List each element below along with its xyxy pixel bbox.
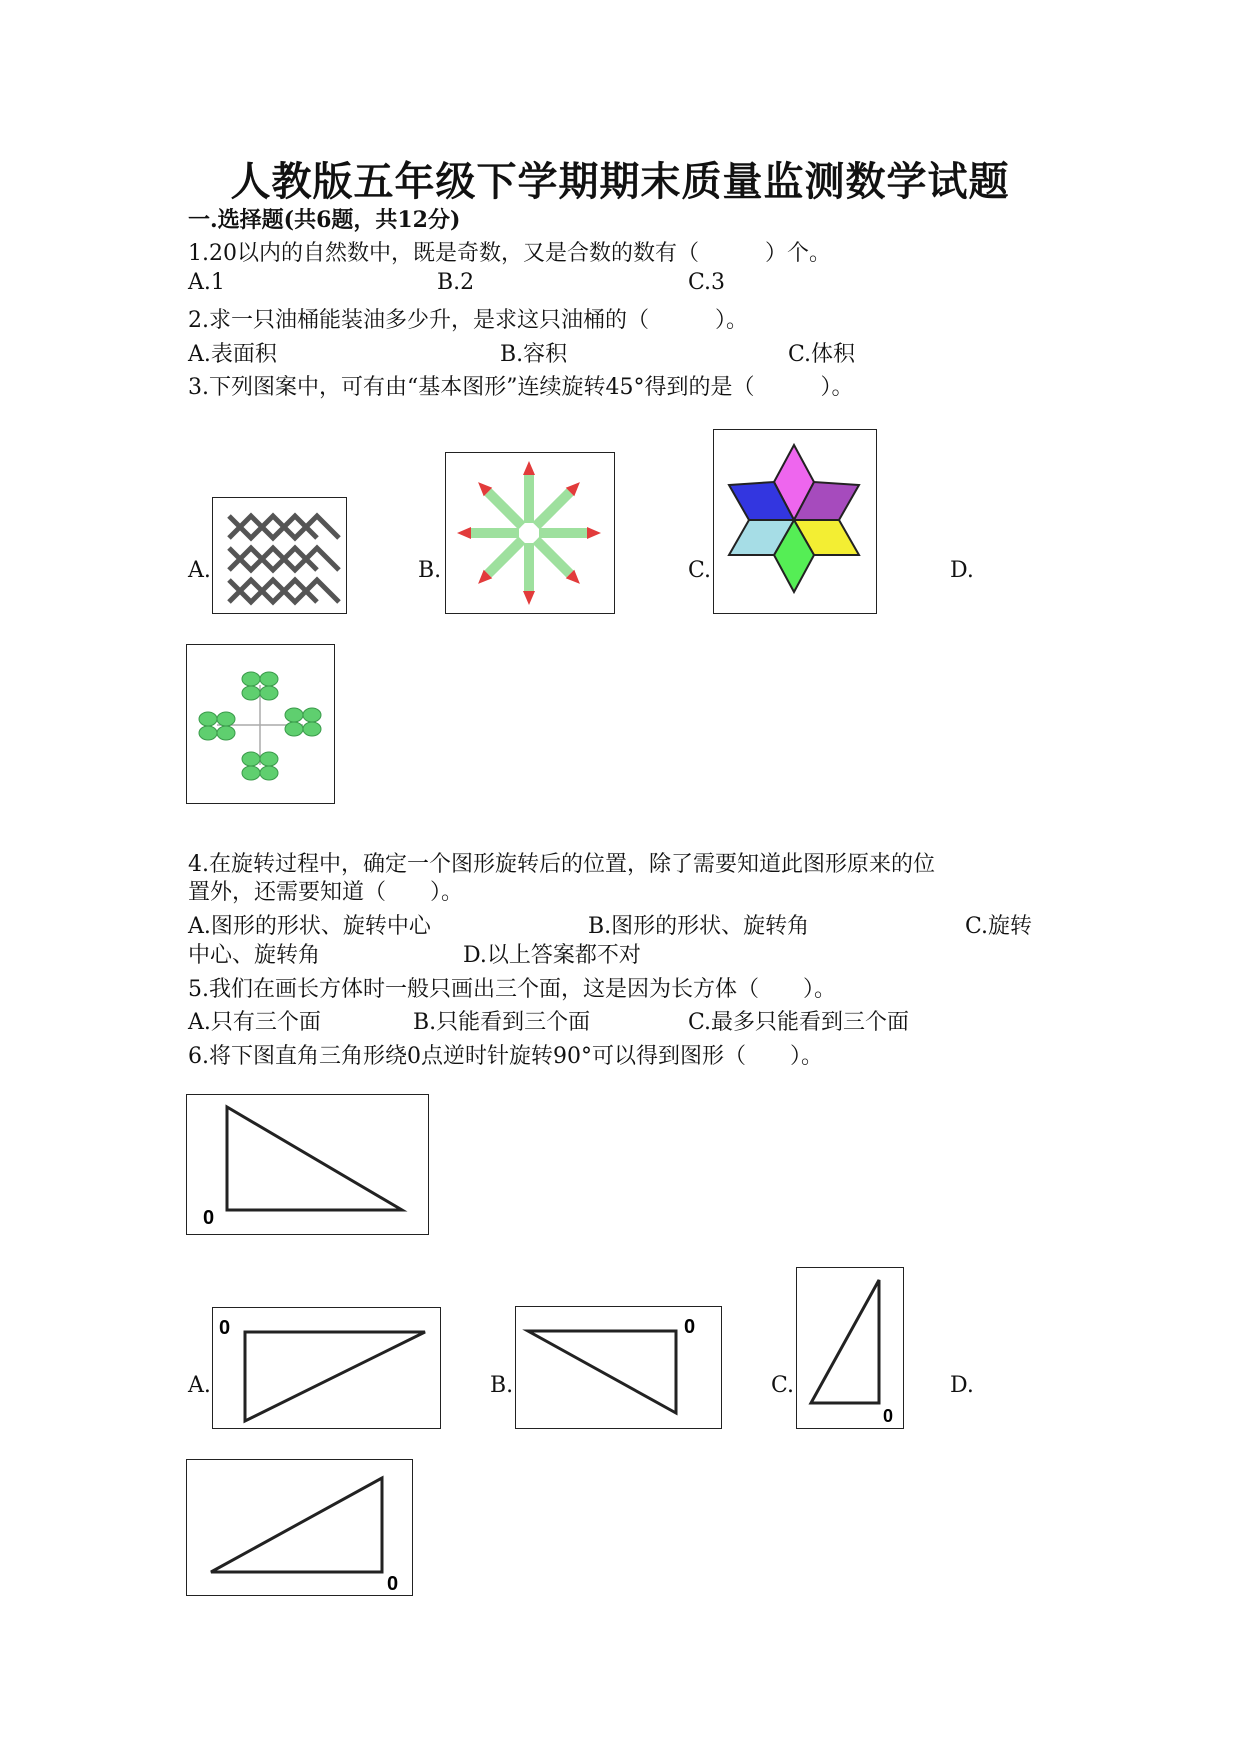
figure-6c-triangle[interactable] — [796, 1267, 904, 1429]
point-o-label: 0 — [883, 1406, 894, 1426]
question-4-stem-line1: 4.在旋转过程中，确定一个图形旋转后的位置，除了需要知道此图形原来的位 — [188, 852, 935, 877]
rhombus-star-icon — [714, 430, 875, 612]
question-4-stem-line2: 置外，还需要知道（ ）。 — [188, 880, 464, 905]
question-5-option-a[interactable]: A.只有三个面 — [188, 1010, 321, 1035]
question-1-option-b[interactable]: B.2 — [437, 270, 475, 295]
question-6-label-d[interactable]: D. — [950, 1373, 974, 1398]
figure-6a-triangle[interactable] — [212, 1307, 441, 1429]
question-4-option-a[interactable]: A.图形的形状、旋转中心 — [188, 914, 431, 939]
question-3-label-d[interactable]: D. — [950, 558, 974, 583]
question-2-option-a[interactable]: A.表面积 — [188, 342, 277, 367]
question-4-option-c-part2[interactable]: 中心、旋转角 — [188, 943, 321, 968]
question-5-option-b[interactable]: B.只能看到三个面 — [413, 1010, 591, 1035]
figure-6d-triangle[interactable] — [186, 1459, 413, 1596]
question-6-label-a[interactable]: A. — [188, 1373, 211, 1398]
right-triangle-icon — [187, 1095, 427, 1233]
question-1-option-c[interactable]: C.3 — [688, 270, 726, 295]
question-2-stem: 2.求一只油桶能装油多少升，是求这只油桶的（ ）。 — [188, 308, 748, 333]
question-4-option-c-part1[interactable]: C.旋转 — [965, 914, 1033, 939]
question-2-option-b[interactable]: B.容积 — [500, 342, 568, 367]
question-4-option-b[interactable]: B.图形的形状、旋转角 — [588, 914, 810, 939]
figure-d-clover-pattern[interactable] — [186, 644, 335, 804]
triangle-option-c-icon — [797, 1268, 902, 1427]
figure-6b-triangle[interactable] — [515, 1306, 722, 1429]
question-4-option-d[interactable]: D.以上答案都不对 — [463, 943, 641, 968]
point-o-label: 0 — [684, 1316, 696, 1338]
candle-star-icon — [446, 453, 613, 612]
question-3-label-a[interactable]: A. — [188, 558, 211, 583]
triangle-option-d-icon — [187, 1460, 411, 1594]
question-3-label-c[interactable]: C. — [688, 558, 712, 583]
figure-c-rhombus-star[interactable] — [713, 429, 877, 614]
diamond-lattice-icon — [213, 498, 345, 612]
question-6-stem: 6.将下图直角三角形绕0点逆时针旋转90°可以得到图形（ ）。 — [188, 1044, 823, 1069]
figure-b-candle-star[interactable] — [445, 452, 615, 614]
clover-pattern-icon — [187, 645, 333, 802]
triangle-option-a-icon — [213, 1308, 439, 1427]
question-2-option-c[interactable]: C.体积 — [788, 342, 856, 367]
point-o-label: 0 — [203, 1207, 215, 1229]
question-3-stem: 3.下列图案中，可有由“基本图形”连续旋转45°得到的是（ ）。 — [188, 375, 854, 400]
figure-original-triangle — [186, 1094, 429, 1235]
question-6-label-c[interactable]: C. — [771, 1373, 795, 1398]
page-title: 人教版五年级下学期期末质量监测数学试题 — [230, 158, 1010, 205]
triangle-option-b-icon — [516, 1307, 720, 1427]
question-6-label-b[interactable]: B. — [490, 1373, 514, 1398]
point-o-label: 0 — [219, 1317, 231, 1339]
figure-a-diamond-lattice[interactable] — [212, 497, 347, 614]
question-3-label-b[interactable]: B. — [418, 558, 442, 583]
question-1-stem: 1.20以内的自然数中，既是奇数，又是合数的数有（ ）个。 — [188, 241, 831, 266]
section-heading: 一.选择题(共6题，共12分) — [188, 207, 461, 233]
point-o-label: 0 — [387, 1573, 399, 1594]
question-5-stem: 5.我们在画长方体时一般只画出三个面，这是因为长方体（ ）。 — [188, 977, 836, 1002]
question-5-option-c[interactable]: C.最多只能看到三个面 — [688, 1010, 910, 1035]
question-1-option-a[interactable]: A.1 — [188, 270, 225, 295]
